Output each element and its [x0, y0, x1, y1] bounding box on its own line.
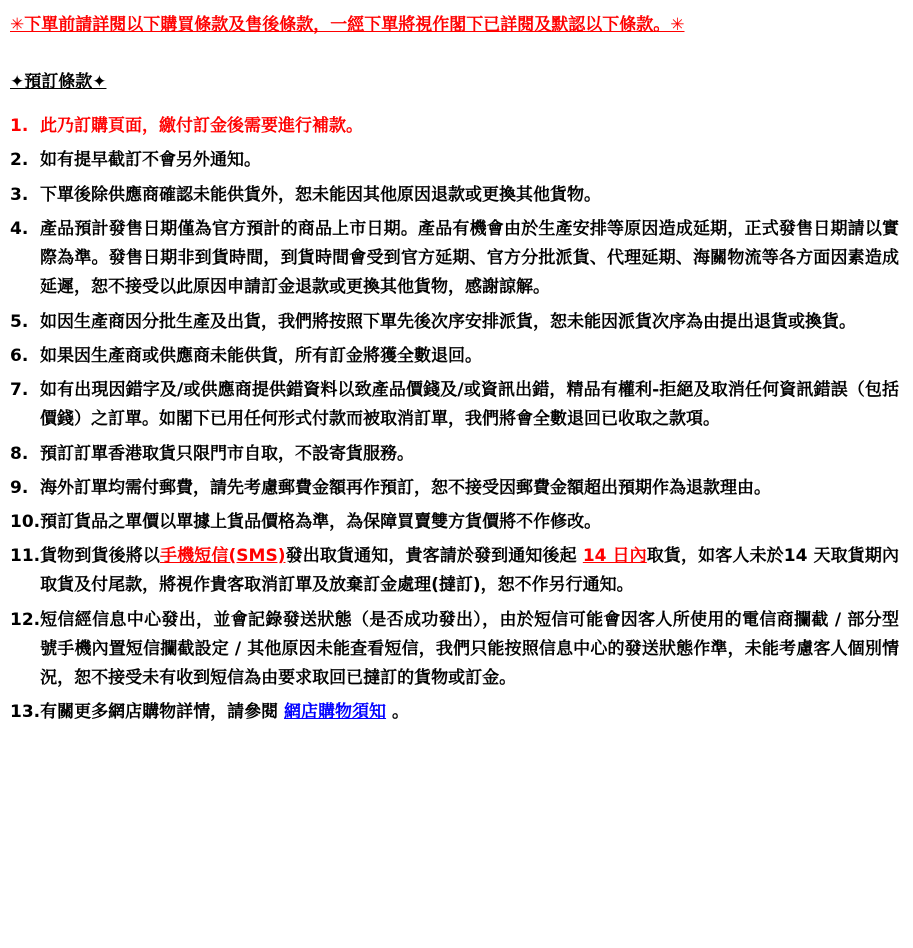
term-segment: 如因生產商因分批生產及出貨，我們將按照下單先後次序安排派貨，恕未能因派貨次序為由提出退貨或換貨。: [40, 311, 856, 332]
term-text: [40, 698, 899, 727]
term-text: [40, 112, 899, 141]
term-number: 4.: [10, 218, 29, 239]
term-number: 7.: [10, 380, 29, 401]
term-text: [40, 376, 899, 434]
term-number: 10.: [10, 512, 41, 532]
term-item: [10, 440, 899, 469]
term-segment: 14 日內: [582, 546, 647, 567]
term-segment: 下單後除供應商確認未能供貨外，恕未能因其他原因退款或更換其他貨物。: [40, 184, 601, 205]
term-segment: 預訂貨品之單價以單據上貨品價格為準，為保障買賣雙方貨價將不作修改。: [40, 512, 602, 532]
term-number: 12.: [10, 609, 41, 630]
term-item: [10, 342, 899, 371]
term-segment: 。: [386, 702, 409, 723]
term-number: 2.: [10, 150, 29, 171]
term-item: [10, 112, 899, 141]
term-segment: 短信經信息中心發出，並會記錄發送狀態（是否成功發出），由於短信可能會因客人所使用的電信商攔截 / 部分型號手機內置短信攔截設定 / 其他原因未能查看短信，我們只能按照信息中心的發送狀態作準，未能考慮客人個別情況，恕不接受未有收到短信為由要求取回已撻訂的貨物或訂金。: [40, 609, 899, 689]
term-segment: 如有提早截訂不會另外通知。: [40, 150, 261, 171]
term-item: [10, 698, 899, 727]
term-segment: 預訂訂單香港取貨只限門市自取，不設寄貨服務。: [40, 443, 414, 464]
term-text: [40, 606, 899, 694]
term-number: 13.: [10, 702, 41, 723]
term-segment: 有關更多網店購物詳情，請參閱: [40, 702, 285, 723]
term-text: [40, 508, 899, 537]
term-segment: 如有出現因錯字及/或供應商提供錯資料以致產品價錢及/或資訊出錯，精品有權利-拒絕及取消任何資訊錯誤（包括價錢）之訂單。如閣下已用任何形式付款而被取消訂單，我們將會全數退回已收取之款項。: [40, 380, 899, 430]
term-number: 6.: [10, 345, 29, 366]
terms-list: [10, 112, 899, 727]
term-text: [40, 181, 899, 210]
term-segment: 海外訂單均需付郵費，請先考慮郵費金額再作預訂，恕不接受因郵費金額超出預期作為退款理由。: [40, 477, 771, 498]
notice-banner: ✳下單前請詳閱以下購買條款及售後條款，一經下單將視作閣下已詳閱及默認以下條款。✳: [10, 15, 685, 35]
term-number: 11.: [10, 546, 41, 567]
term-text: [40, 146, 899, 175]
term-segment: 如果因生產商或供應商未能供貨，所有訂金將獲全數退回。: [40, 345, 482, 366]
term-text: [40, 308, 899, 337]
term-segment: 發出取貨通知，貴客請於發到通知後起: [285, 546, 583, 567]
term-item: [10, 606, 899, 694]
term-item: [10, 508, 899, 537]
term-text: [40, 474, 899, 503]
term-item: [10, 146, 899, 175]
shop-guide-link[interactable]: 網店購物須知: [284, 702, 387, 723]
term-number: 3.: [10, 184, 29, 205]
term-item: [10, 542, 899, 600]
section-title-preorder-terms: ✦預訂條款✦: [10, 72, 107, 93]
term-segment: 取貨，如客人未於14 天取貨期內取貨及付尾款，將視作貴客取消訂單及放棄訂金處理(撻訂)，恕不作另行通知。: [40, 546, 900, 596]
term-segment: 此乃訂購頁面，繳付訂金後需要進行補款。: [40, 116, 363, 137]
term-text: [40, 542, 899, 600]
term-item: [10, 215, 899, 303]
term-segment: 手機短信(SMS): [160, 546, 286, 567]
term-item: [10, 308, 899, 337]
term-item: [10, 376, 899, 434]
term-text: [40, 342, 899, 371]
term-item: [10, 474, 899, 503]
term-number: 9.: [10, 477, 29, 498]
term-number: 8.: [10, 443, 29, 464]
term-item: [10, 181, 899, 210]
term-text: [40, 215, 899, 303]
term-number: 5.: [10, 311, 29, 332]
term-number: 1.: [10, 116, 29, 137]
term-text: [40, 440, 899, 469]
term-segment: 貨物到貨後將以: [40, 546, 161, 567]
term-segment: 產品預計發售日期僅為官方預計的商品上市日期。產品有機會由於生產安排等原因造成延期，正式發售日期請以實際為準。發售日期非到貨時間，到貨時間會受到官方延期、官方分批派貨、代理延期、海關物流等各方面因素造成延遲，恕不接受以此原因申請訂金退款或更換其他貨物，感謝諒解。: [40, 218, 899, 298]
